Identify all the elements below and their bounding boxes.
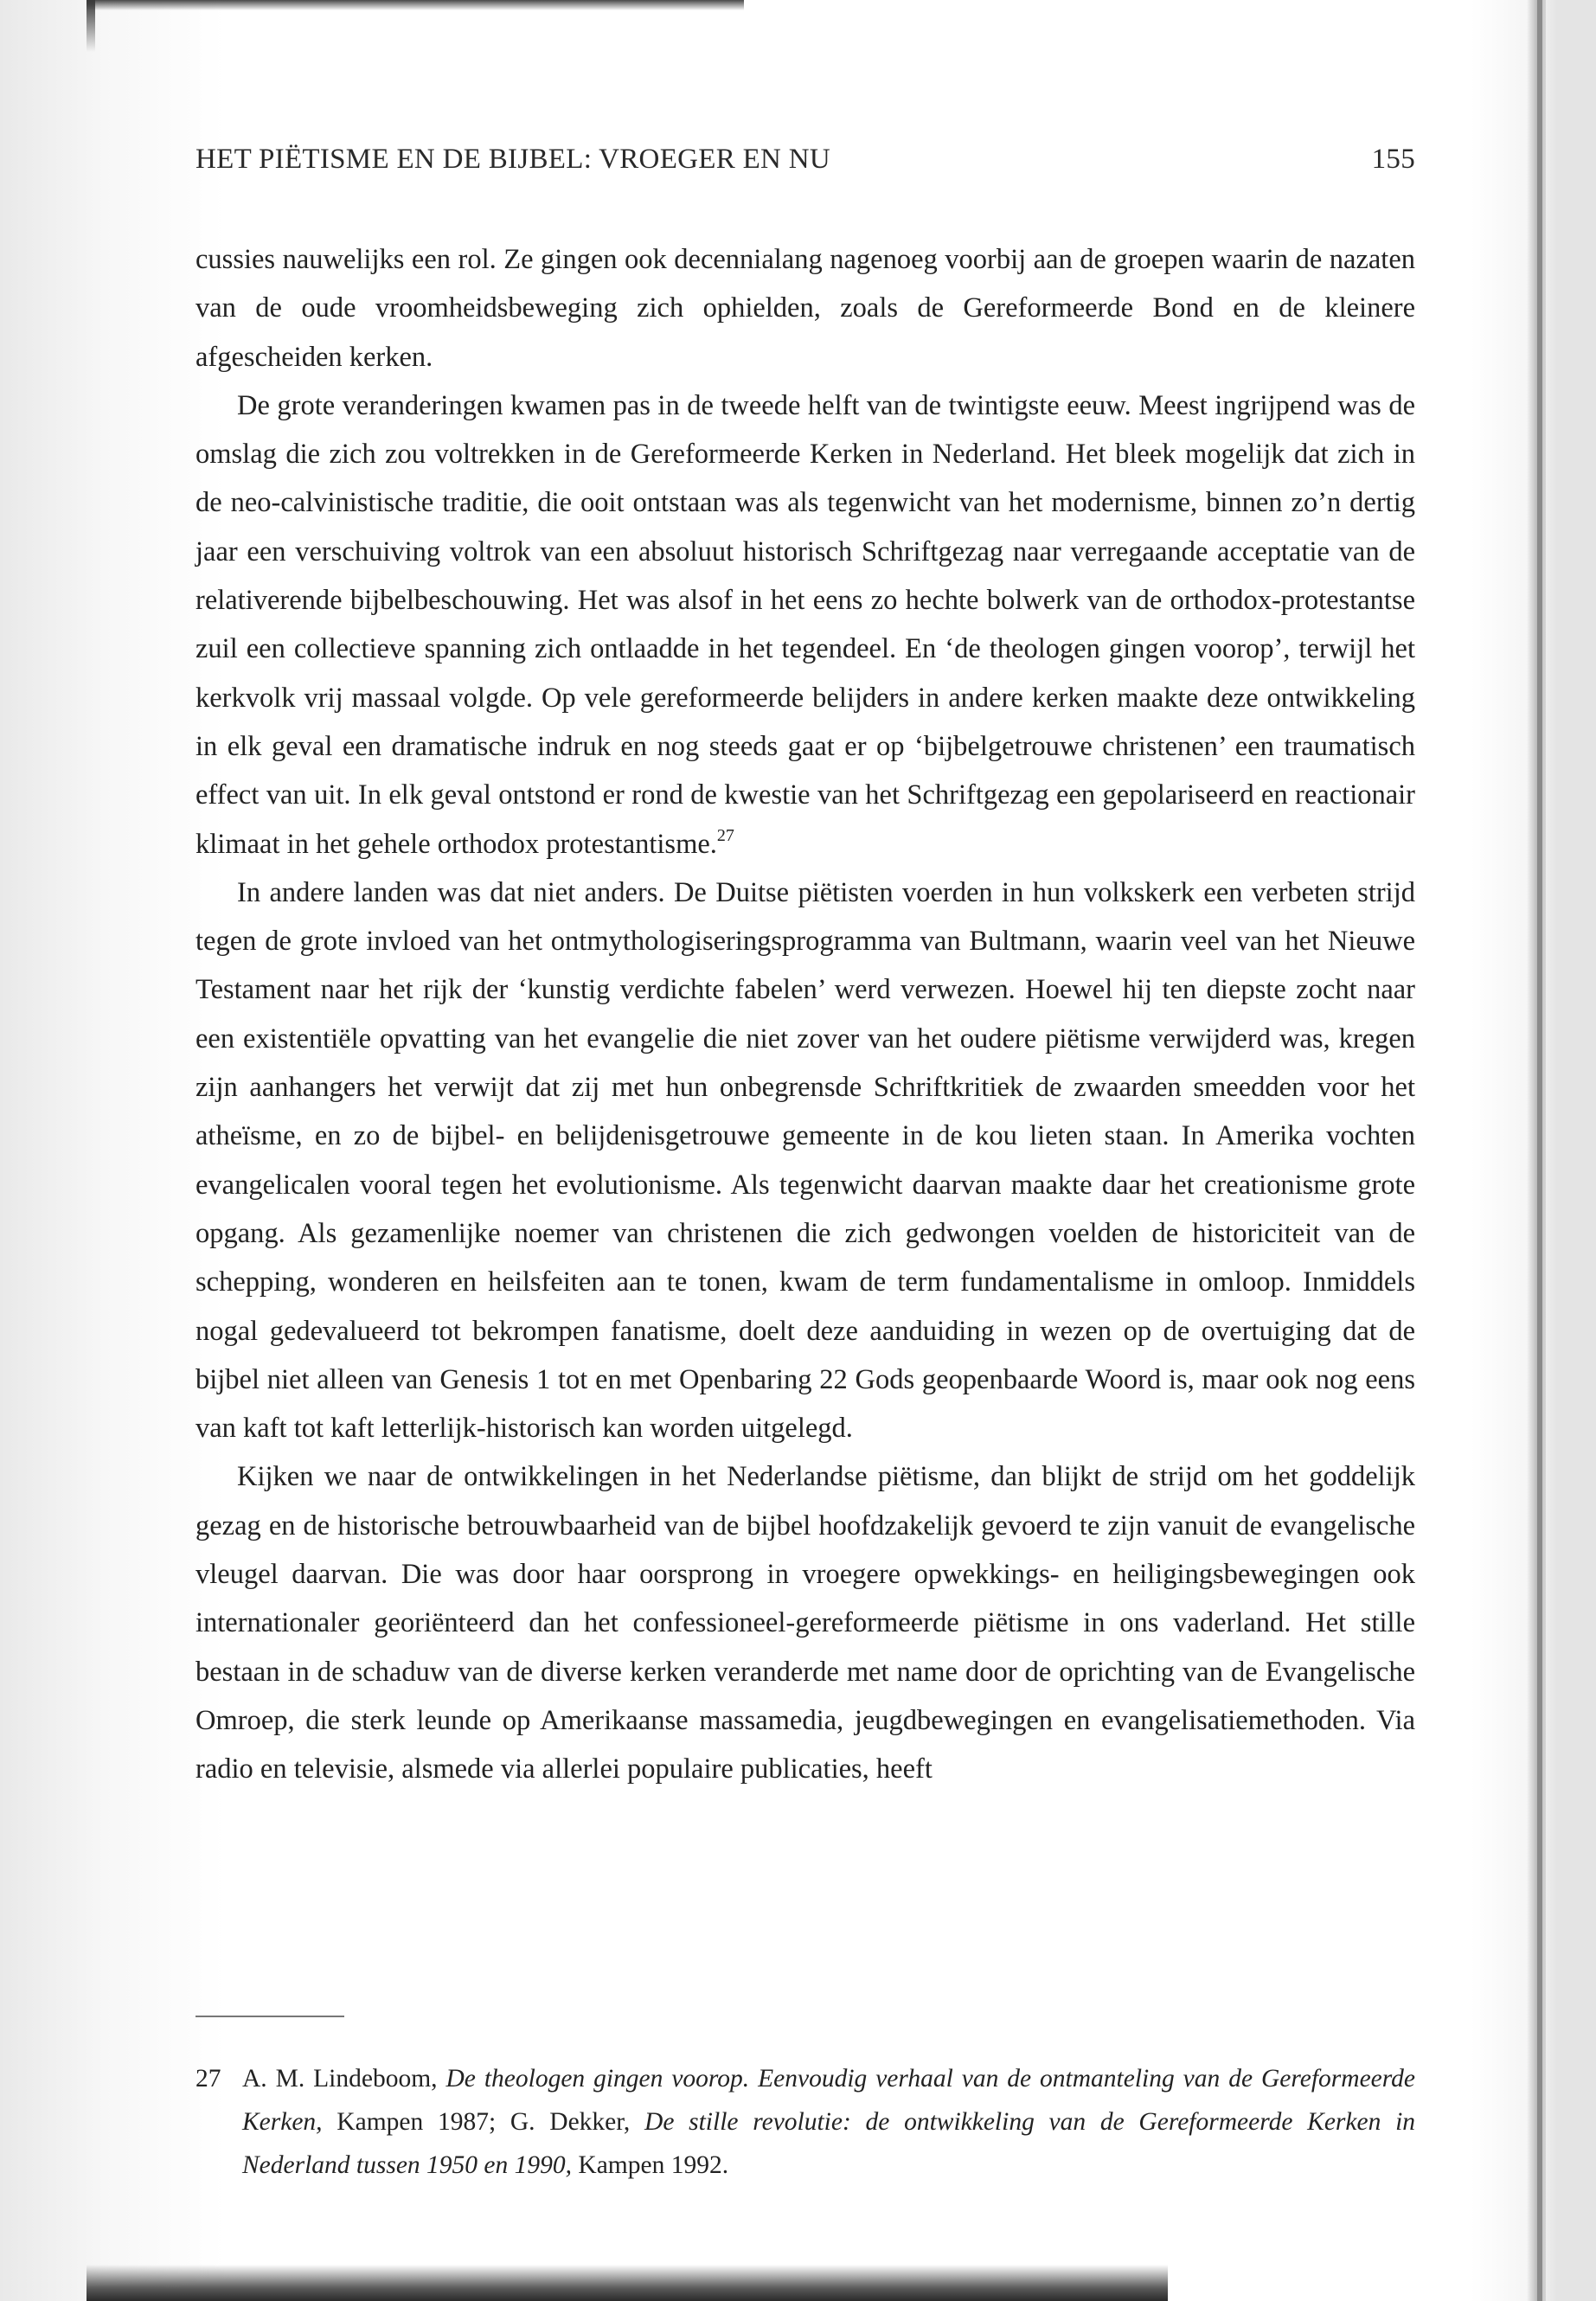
paragraph: cussies nauwelijks een rol. Ze gingen ook decennialang nagenoeg voorbij aan de groepen waarin de nazaten van de oude vroomheidsbeweging zich ophielden, zoals de Gereformeerde Bond en de kleinere afgescheiden kerken. <box>195 244 1415 373</box>
page-number: 155 <box>1371 144 1415 175</box>
footnote-number: 27 <box>195 2065 221 2093</box>
footnote-title: De theologen gingen voorop. Eenvoudig verhaal van de ontmanteling van de Gereformeerde Kerken, <box>242 2065 1416 2136</box>
footnote-publication: Kampen 1992. <box>578 2151 729 2179</box>
footnote-separator <box>195 2016 344 2017</box>
footnote-author: A. M. Lindeboom, <box>242 2065 438 2093</box>
paragraph: Kijken we naar de ontwikkelingen in het Nederlandse piëtisme, dan blijkt de strijd om het goddelijk gezag en de historische betrouwbaarheid van de bijbel hoofdzakelijk gevoerd te zijn vanuit de evangelische vleugel daarvan. Die was door haar oorsprong in vroegere opwekkings- en heiligingsbewegingen ook internationaler georiënteerd dan het confessioneel-gereformeerde piëtisme in ons vaderland. Het stille bestaan in de schaduw van de diverse kerken veranderde met name door de oprichting van de Evangelische Omroep, die sterk leunde op Amerikaanse massamedia, jeugdbewegingen en evangelisatiemethoden. Via radio en televisie, alsmede via allerlei populaire publicaties, heeft <box>195 1461 1415 1785</box>
paragraph <box>195 381 1415 868</box>
paragraph: In andere landen was dat niet anders. De Duitse piëtisten voerden in hun volkskerk een verbeten strijd tegen de grote invloed van het ontmythologiseringsprogramma van Bultmann, waarin veel van het Nieuwe Testament naar het rijk der ‘kunstig verdichte fabelen’ werd verwezen. Hoewel hij ten diepste zocht naar een existentiële opvatting van het evangelie die niet zover van het oudere piëtisme verwijderd was, kregen zijn aanhangers het verwijt dat zij met hun onbegrensde Schriftkritiek de zwaarden smeedden voor het atheïsme, en zo de bijbel- en belijdenisgetrouwe gemeente in de kou lieten staan. In Amerika vochten evangelicalen vooral tegen het evolutionisme. Als tegenwicht daarvan maakte daar het creationisme grote opgang. Als gezamenlijke noemer van christenen die zich gedwongen voelden de historiciteit van de schepping, wonderen en heilsfeiten aan te tonen, kwam de term fundamentalisme in omloop. Inmiddels nogal gedevalueerd tot bekrompen fanatisme, doelt deze aanduiding in wezen op de overtuiging dat de bijbel niet alleen van Genesis 1 tot en met Openbaring 22 Gods geopenbaarde Woord is, maar ook nog eens van kaft tot kaft letterlijk-historisch kan worden uitgelegd. <box>195 876 1415 1445</box>
running-head-title: HET PIËTISME EN DE BIJBEL: VROEGER EN NU <box>195 144 831 175</box>
footnote <box>195 2057 1415 2187</box>
footnote-title: De stille revolutie: de ontwikkeling van de Gereformeerde Kerken in Nederland tussen 1950 en 1990, <box>242 2108 1416 2179</box>
running-head <box>195 140 1415 182</box>
scan-edge-right <box>1527 0 1546 2301</box>
scan-edge-left <box>87 0 95 52</box>
scan-edge-bottom <box>87 2265 1168 2301</box>
scan-edge-top <box>87 0 744 10</box>
scan-edge-right-line <box>1537 0 1542 2301</box>
body-text <box>195 235 1415 1794</box>
footnote-body <box>242 2057 1415 2187</box>
paragraph-text: De grote veranderingen kwamen pas in de tweede helft van de twintigste eeuw. Meest ingrijpend was de omslag die zich zou voltrekken in de Gereformeerde Kerken in Nederland. Het bleek mogelijk dat zich in de neo-calvinistische traditie, die ooit ontstaan was als tegenwicht van het modernisme, binnen zo’n dertig jaar een verschuiving voltrok van een absoluut historisch Schriftgezag naar verregaande acceptatie van de relativerende bijbelbeschouwing. Het was alsof in het eens zo hechte bolwerk van de orthodox-protestantse zuil een collectieve spanning zich ontlaadde in het tegendeel. En ‘de theologen gingen voorop’, terwijl het kerkvolk vrij massaal volgde. Op vele gereformeerde belijders in andere kerken maakte deze ontwikkeling in elk geval een dramatische indruk en nog steeds gaat er op ‘bijbelgetrouwe christenen’ een traumatisch effect van uit. In elk geval ontstond er rond de kwestie van het Schriftgezag een gepolariseerd en reactionair klimaat in het gehele orthodox protestantisme. <box>195 389 1415 860</box>
footnote-reference: 27 <box>716 825 734 845</box>
footnote-publication: Kampen 1987; G. Dekker, <box>337 2108 631 2136</box>
